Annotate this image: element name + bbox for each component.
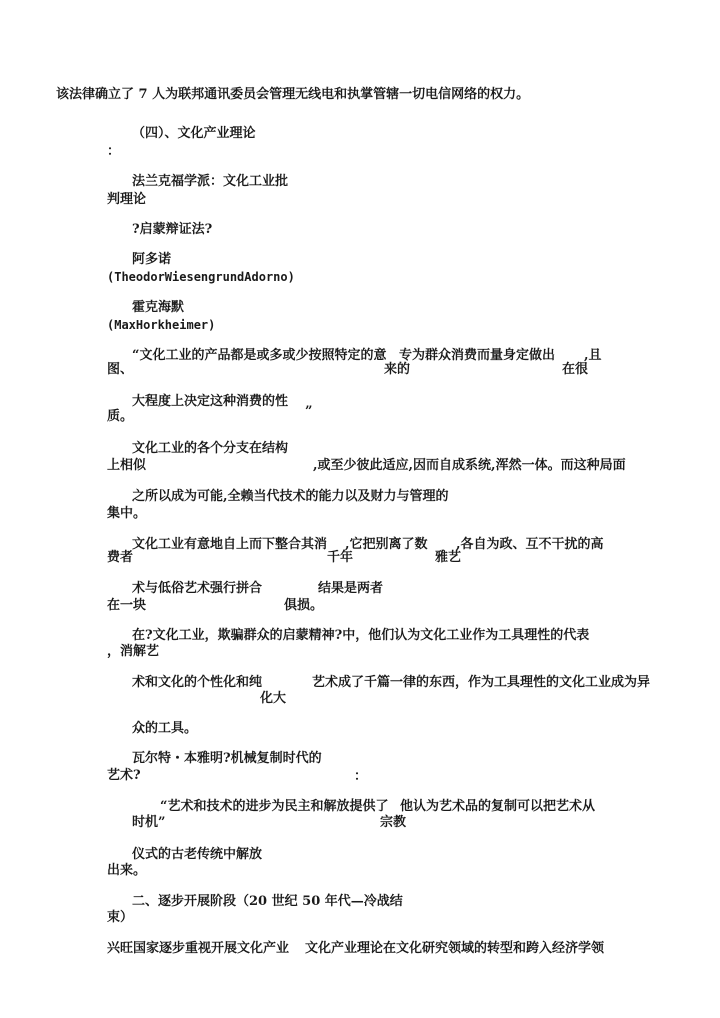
- author-name-latin: (TheodorWiesengrundAdorno): [107, 270, 295, 284]
- quote-line: 时机”: [132, 815, 166, 830]
- text-line: 兴旺国家逐步重视开展文化产业: [107, 941, 290, 956]
- text-line: 结果是两者: [318, 581, 384, 596]
- section-heading: （四）、文化产业理论: [132, 126, 256, 141]
- text-line: ：: [354, 769, 368, 784]
- quote-line: ,且: [584, 348, 602, 363]
- text-line: 艺术成了千篇一律的东西，作为工具理性的文化工业成为异: [312, 675, 651, 690]
- quote-line: 图、: [107, 362, 134, 377]
- text-line: 在?文化工业，欺骗群众的启蒙精神?中，他们认为文化工业作为工具理性的代表: [132, 628, 590, 643]
- text-line: 文化产业理论在文化研究领域的转型和跨入经济学领: [305, 941, 605, 956]
- text-line: 瓦尔特・本雅明?机械复制时代的: [132, 751, 322, 766]
- text-line: 费者: [107, 550, 134, 565]
- author-name-latin: (MaxHorkheimer): [107, 318, 216, 332]
- text-line: 判理论: [107, 192, 147, 207]
- text-line: ,它把别离了数: [345, 537, 428, 552]
- quote-mark: ”: [305, 404, 313, 419]
- text-line: 术和文化的个性化和纯: [132, 675, 263, 690]
- text-line: ：: [107, 144, 121, 159]
- quote-line: 在很: [562, 362, 589, 377]
- text-line: 法兰克福学派：文化工业批: [132, 174, 289, 189]
- quote-line: “文化工业的产品都是或多或少按照特定的意: [132, 348, 387, 363]
- text-line: 千年: [327, 550, 354, 565]
- quote-line: “艺术和技术的进步为民主和解放提供了: [160, 799, 389, 814]
- quote-line: 大程度上决定这种消费的性: [132, 394, 289, 409]
- text-line: ，消解艺: [107, 644, 160, 659]
- text-line: 艺术?: [107, 768, 141, 783]
- text-line: 文化工业的各个分支在结构: [132, 441, 289, 456]
- text-line: 之所以成为可能,全赖当代技术的能力以及财力与管理的: [132, 489, 449, 504]
- text-line: 化大: [260, 691, 287, 706]
- author-name: 阿多诺: [132, 252, 172, 267]
- text-line: 俱损。: [284, 598, 324, 613]
- section-heading: 二、逐步开展阶段（20 世纪 50 年代—冷战结: [132, 894, 403, 909]
- section-heading: 束）: [107, 910, 134, 925]
- text-line: 雅艺: [435, 550, 462, 565]
- text-line: 该法律确立了 7 人为联邦通讯委员会管理无线电和执掌管辖一切电信网络的权力。: [56, 87, 530, 102]
- text-line: ,各自为政、互不干扰的高: [456, 537, 604, 552]
- quote-line: 宗教: [380, 815, 407, 830]
- text-line: 仪式的古老传统中解放: [132, 847, 263, 862]
- text-line: 上相似: [107, 458, 147, 473]
- quote-line: 他认为艺术品的复制可以把艺术从: [400, 799, 596, 814]
- text-line: 文化工业有意地自上而下整合其消: [132, 537, 328, 552]
- author-name: 霍克海默: [132, 300, 185, 315]
- quote-line: 质。: [107, 409, 134, 424]
- text-line: 出来。: [107, 863, 147, 878]
- text-line: 术与低俗艺术强行拼合: [132, 581, 263, 596]
- quote-line: 专为群众消费而量身定做出: [399, 348, 556, 363]
- text-line: 在一块: [107, 598, 147, 613]
- text-line: 众的工具。: [132, 721, 198, 736]
- text-line: 集中。: [107, 506, 147, 521]
- quote-line: 来的: [384, 362, 411, 377]
- book-title: ?启蒙辩证法?: [132, 222, 213, 237]
- text-line: ,或至少彼此适应,因而自成系统,浑然一体。而这种局面: [313, 458, 626, 473]
